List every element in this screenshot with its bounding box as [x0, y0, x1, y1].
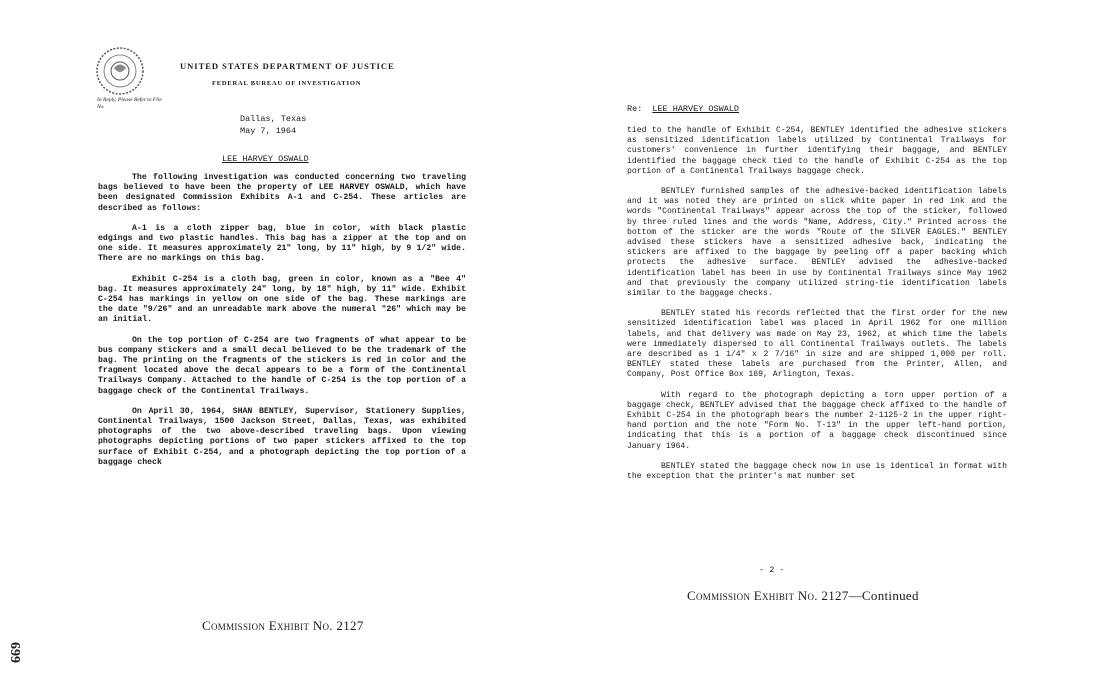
- exhibit-caption: [687, 588, 919, 604]
- caption-prefix: Commission Exhibit No.: [202, 618, 333, 633]
- re-label: Re:: [627, 104, 643, 114]
- paragraph: tied to the handle of Exhibit C-254, BENTLEY identified the adhesive stickers as sensitized identification labels utilized by Continental Trailways for customers' convenience in further identifying their baggage, and BENTLEY identified the baggage check tied to the handle of Exhibit C-254 as the top portion of a Continental Trailways baggage check.: [627, 126, 1007, 176]
- doj-seal-icon: [95, 46, 145, 96]
- paragraph: On April 30, 1964, SHAN BENTLEY, Supervisor, Stationery Supplies, Continental Trailways, 1500 Jackson Street, Dallas, Texas, was exhibited photographs of the two above-described traveling bags. Upon viewing photographs depicting portions of two paper stickers affixed to the top surface of Exhibit C-254, and a photograph depicting the top portion of a baggage check: [98, 406, 466, 467]
- caption-number: 2127: [336, 618, 364, 633]
- paragraph: BENTLEY furnished samples of the adhesive-backed identification labels and it was noted they are printed on slick white paper in red ink and the words "Continental Trailways" appear across the top of the sticker, followed by three ruled lines and the words "Name, Address, City." Printed across the bottom of the sticker are the words "Route of the SILVER EAGLES." BENTLEY advised these stickers have a sensitized adhesive back, indicating the stickers are affixed to the baggage by peeling off a paper backing which protects the adhesive surface. BENTLEY advised the adhesive-backed identification label has been in use by Continental Trailways since May 1962 and that previously the company utilized string-tie identification labels similar to the baggage checks.: [627, 187, 1007, 299]
- city: Dallas, Texas: [240, 114, 307, 124]
- caption-suffix: —Continued: [848, 588, 919, 603]
- re-subject: LEE HARVEY OSWALD: [652, 104, 740, 114]
- body-text: [98, 173, 466, 478]
- caption-number: 2127: [821, 588, 849, 603]
- paragraph: BENTLEY stated the baggage check now in use is identical in format with the exception that the printer's mat number set: [627, 461, 1007, 482]
- page-number: 699: [7, 642, 22, 663]
- paragraph: A-1 is a cloth zipper bag, blue in color, with black plastic edgings and two plastic handles. This bag has a zipper at the top and on one side. It measures approximately 21" long, by 11" high, by 9 1/2" wide. There are no markings on this bag.: [98, 223, 466, 264]
- body-text: [627, 126, 1007, 492]
- agency-heading: UNITED STATES DEPARTMENT OF JUSTICE: [180, 61, 395, 71]
- right-page: [547, 0, 1094, 691]
- paragraph: With regard to the photograph depicting a torn upper portion of a baggage check, BENTLEY advised that the baggage check affixed to the handle of Exhibit C-254 in the photograph bears the number 2-1125-2 in the upper right-hand portion and the note "Form No. T-13" in the upper left-hand portion, indicating that this is a portion of a baggage check discontinued since January 1964.: [627, 390, 1007, 451]
- date: May 7, 1964: [240, 126, 297, 136]
- paragraph: Exhibit C-254 is a cloth bag, green in color, known as a "Bee 4" bag. It measures approximately 24" long, by 18" high, by 11" wide. Exhibit C-254 has markings in yellow on one side of the bag. These markings are the date "9/26" and an unreadable mark above the numeral "26" which may be an initial.: [98, 274, 466, 325]
- reply-note: In Reply, Please Refer to File No.: [97, 97, 162, 110]
- paragraph: The following investigation was conducted concerning two traveling bags believed to have been the property of LEE HARVEY OSWALD, which have been designated Commission Exhibits A-1 and C-254. These articles are described as follows:: [98, 173, 466, 213]
- dateline: [240, 113, 306, 137]
- paragraph: BENTLEY stated his records reflected that the first order for the new sensitized identification label was placed in April 1962 for one million labels, and that delivery was made on May 23, 1962, at which time the labels were immediately dispersed to all Continental Trailways outlets. The labels are described as 1 1/4" x 2 7/16" in size and are shipped 1,000 per roll. BENTLEY stated these labels are purchased from the Printer, Allen, and Company, Post Office Box 169, Arlington, Texas.: [627, 309, 1007, 380]
- exhibit-caption: [202, 618, 364, 634]
- caption-prefix: Commission Exhibit No.: [687, 588, 818, 603]
- paragraph: On the top portion of C-254 are two fragments of what appear to be bus company stickers and a small decal believed to be the trademark of the bag. The printing on the fragments of the stickers is red in color and the fragment located above the decal appears to be a form of the Continental Trailways Company. Attached to the handle of C-254 is the top portion of a baggage check of the Continental Trailways.: [98, 335, 466, 396]
- bureau-heading: FEDERAL BUREAU OF INVESTIGATION: [212, 80, 362, 87]
- subject-line: LEE HARVEY OSWALD: [222, 154, 309, 164]
- page-marker: - 2 -: [759, 565, 785, 575]
- re-line: [627, 104, 739, 114]
